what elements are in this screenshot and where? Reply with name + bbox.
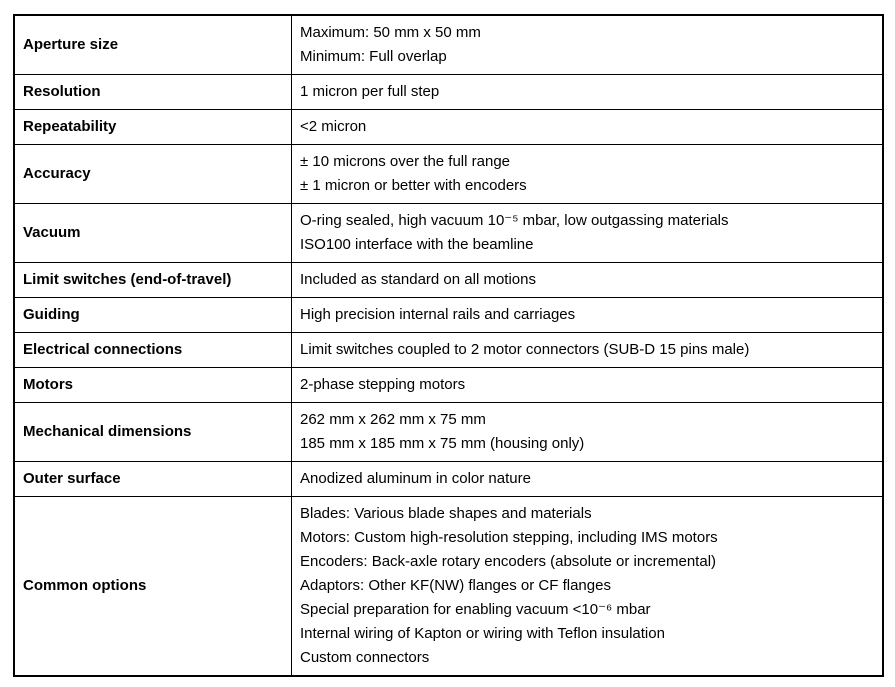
spec-row: [14, 333, 883, 368]
spec-value-line: Limit switches coupled to 2 motor connectors (SUB-D 15 pins male): [300, 341, 750, 358]
spec-value-line: 262 mm x 262 mm x 75 mm: [300, 411, 486, 428]
spec-value-cell: [292, 368, 884, 403]
spec-row: [14, 368, 883, 403]
spec-label-cell: [14, 204, 292, 263]
spec-value-line: O-ring sealed, high vacuum 10⁻⁵ mbar, low outgassing materials: [300, 212, 729, 229]
spec-label-cell: [14, 462, 292, 497]
spec-value-cell: [292, 298, 884, 333]
spec-label: Mechanical dimensions: [23, 423, 192, 440]
spec-label-cell: [14, 75, 292, 110]
spec-label-cell: [14, 145, 292, 204]
spec-label-cell: [14, 298, 292, 333]
spec-label: Outer surface: [23, 470, 121, 487]
spec-row: [14, 403, 883, 462]
spec-value-cell: [292, 110, 884, 145]
spec-value-line: High precision internal rails and carriages: [300, 306, 576, 323]
spec-row: [14, 15, 883, 75]
spec-value-line: 1 micron per full step: [300, 83, 440, 100]
spec-row: [14, 204, 883, 263]
spec-value-line: Adaptors: Other KF(NW) flanges or CF flanges: [300, 577, 611, 594]
spec-label: Common options: [23, 577, 147, 594]
spec-label-cell: [14, 110, 292, 145]
spec-value-line: 185 mm x 185 mm x 75 mm (housing only): [300, 435, 585, 452]
spec-value-line: Special preparation for enabling vacuum <10⁻⁶ mbar: [300, 601, 651, 618]
spec-row: [14, 263, 883, 298]
spec-value-cell: [292, 462, 884, 497]
spec-value-line: <2 micron: [300, 118, 367, 135]
spec-row: [14, 145, 883, 204]
spec-value-cell: [292, 333, 884, 368]
spec-value-cell: [292, 75, 884, 110]
spec-label: Accuracy: [23, 165, 91, 182]
spec-row: [14, 298, 883, 333]
spec-value-cell: [292, 263, 884, 298]
spec-label: Aperture size: [23, 36, 119, 53]
spec-label: Electrical connections: [23, 341, 183, 358]
spec-label: Limit switches (end-of-travel): [23, 271, 232, 288]
spec-value-cell: [292, 145, 884, 204]
spec-label-cell: [14, 333, 292, 368]
spec-value-line: ISO100 interface with the beamline: [300, 236, 534, 253]
spec-label-cell: [14, 263, 292, 298]
spec-value-line: Blades: Various blade shapes and materials: [300, 505, 592, 522]
spec-value-line: Internal wiring of Kapton or wiring with Teflon insulation: [300, 625, 665, 642]
spec-value-line: Encoders: Back-axle rotary encoders (absolute or incremental): [300, 553, 717, 570]
spec-value-line: Custom connectors: [300, 649, 430, 666]
spec-row: [14, 110, 883, 145]
spec-value-line: Minimum: Full overlap: [300, 48, 447, 65]
spec-label: Resolution: [23, 83, 101, 100]
spec-value-line: Motors: Custom high-resolution stepping, including IMS motors: [300, 529, 718, 546]
spec-row: [14, 462, 883, 497]
spec-value-cell: [292, 497, 884, 677]
spec-value-cell: [292, 403, 884, 462]
spec-label-cell: [14, 15, 292, 75]
spec-row: [14, 75, 883, 110]
spec-value-line: ± 10 microns over the full range: [300, 153, 510, 170]
spec-value-line: Included as standard on all motions: [300, 271, 536, 288]
spec-value-line: ± 1 micron or better with encoders: [300, 177, 527, 194]
spec-value-line: Anodized aluminum in color nature: [300, 470, 531, 487]
spec-label: Guiding: [23, 306, 80, 323]
spec-row: [14, 497, 883, 677]
spec-value-line: Maximum: 50 mm x 50 mm: [300, 24, 481, 41]
spec-label-cell: [14, 368, 292, 403]
spec-label: Motors: [23, 376, 73, 393]
spec-value-cell: [292, 15, 884, 75]
spec-label: Vacuum: [23, 224, 81, 241]
spec-value-cell: [292, 204, 884, 263]
spec-label-cell: [14, 497, 292, 677]
spec-label: Repeatability: [23, 118, 117, 135]
spec-value-line: 2-phase stepping motors: [300, 376, 466, 393]
spec-table: [13, 14, 884, 677]
spec-table-body: [14, 15, 883, 676]
spec-label-cell: [14, 403, 292, 462]
